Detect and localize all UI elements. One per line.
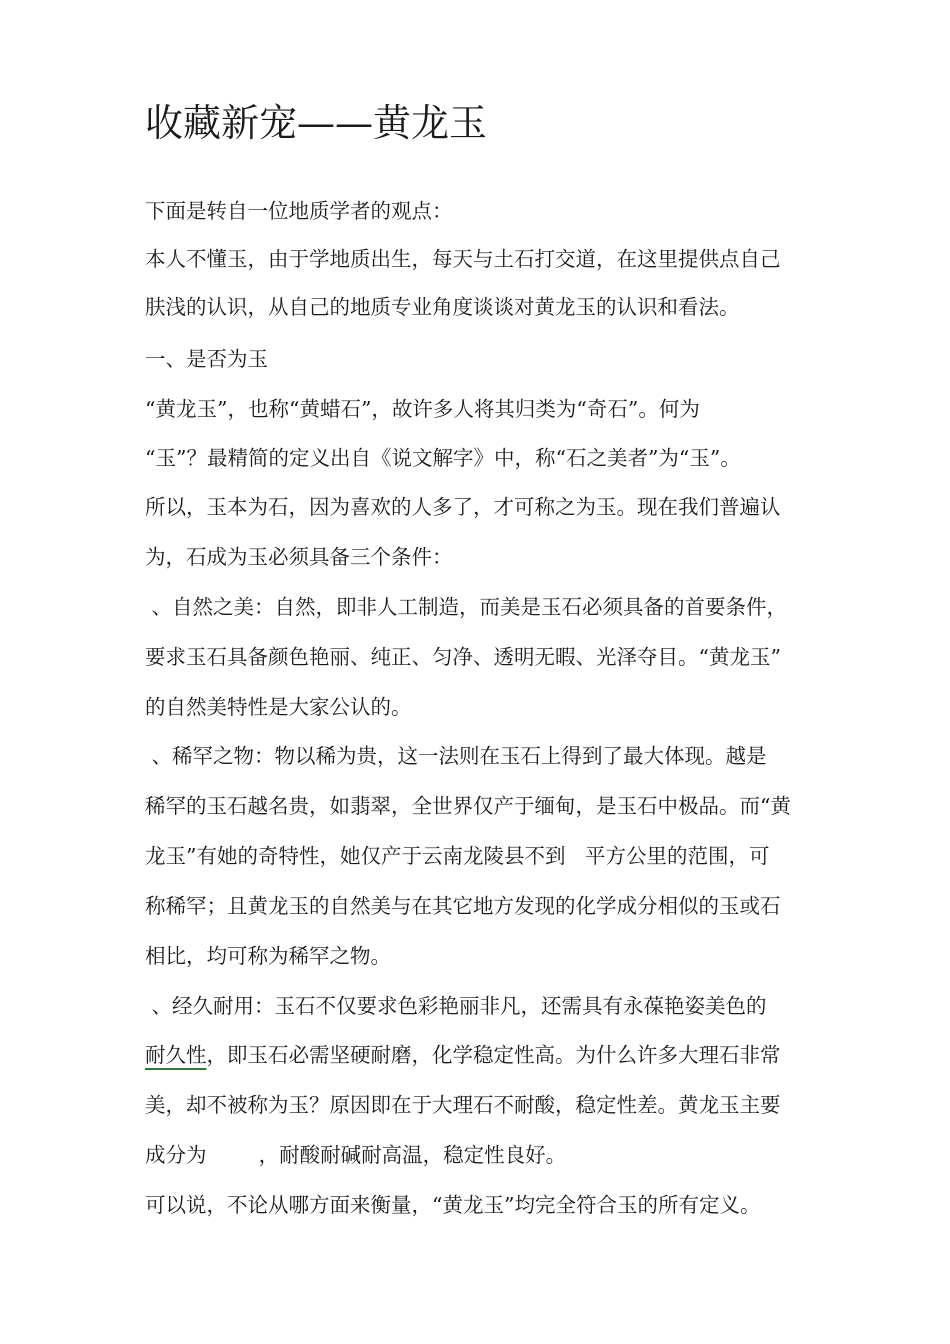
text-line-10: 要求玉石具备颜色艳丽、纯正、匀净、透明无暇、光泽夺目。“黄龙玉” (145, 645, 781, 669)
text-line-8: 为，石成为玉必须具备三个条件： (145, 545, 453, 569)
text-line-12: 、稀罕之物：物以稀为贵，这一法则在玉石上得到了最大体现。越是 (145, 744, 767, 768)
text-line-13: 稀罕的玉石越名贵，如翡翠，全世界仅产于缅甸，是玉石中极品。而“黄 (145, 794, 791, 818)
text-line-6: “玉”？最精简的定义出自《说文解字》中，称“石之美者”为“玉”。 (145, 446, 741, 470)
text-line-2: 本人不懂玉，由于学地质出生，每天与土石打交道，在这里提供点自己 (145, 247, 781, 271)
text-line-18 (145, 1040, 781, 1070)
text-line-5: “黄龙玉”，也称“黄蜡石”，故许多人将其归类为“奇石”。何为 (145, 397, 700, 421)
spellcheck-underlined-word: 耐久性 (145, 1043, 207, 1067)
document-title: 收藏新宠——黄龙玉 (145, 101, 488, 145)
text-line-20: 成分为 ，耐酸耐碱耐高温，稳定性良好。 (145, 1143, 567, 1167)
text-line-15: 称稀罕；且黄龙玉的自然美与在其它地方发现的化学成分相似的玉或石 (145, 894, 781, 918)
text-line-11: 的自然美特性是大家公认的。 (145, 695, 412, 719)
text-line-3: 肤浅的认识，从自己的地质专业角度谈谈对黄龙玉的认识和看法。 (145, 295, 740, 319)
text-line-14: 龙玉”有她的奇特性，她仅产于云南龙陵县不到 平方公里的范围，可 (145, 844, 770, 868)
text-line-1: 下面是转自一位地质学者的观点： (145, 199, 453, 223)
text-line-16: 相比，均可称为稀罕之物。 (145, 944, 391, 968)
text-line-17: 、经久耐用：玉石不仅要求色彩艳丽非凡，还需具有永葆艳姿美色的 (145, 994, 767, 1018)
text-line-18-rest: ，即玉石必需坚硬耐磨，化学稳定性高。为什么许多大理石非常 (206, 1043, 781, 1067)
text-line-19: 美，却不被称为玉？原因即在于大理石不耐酸，稳定性差。黄龙玉主要 (145, 1093, 781, 1117)
text-line-9: 、自然之美：自然，即非人工制造，而美是玉石必须具备的首要条件， (145, 595, 788, 619)
text-line-7: 所以，玉本为石，因为喜欢的人多了，才可称之为玉。现在我们普遍认 (145, 495, 781, 519)
section-heading: 一、是否为玉 (145, 347, 268, 371)
text-line-21: 可以说，不论从哪方面来衡量，“黄龙玉”均完全符合玉的所有定义。 (145, 1193, 761, 1217)
